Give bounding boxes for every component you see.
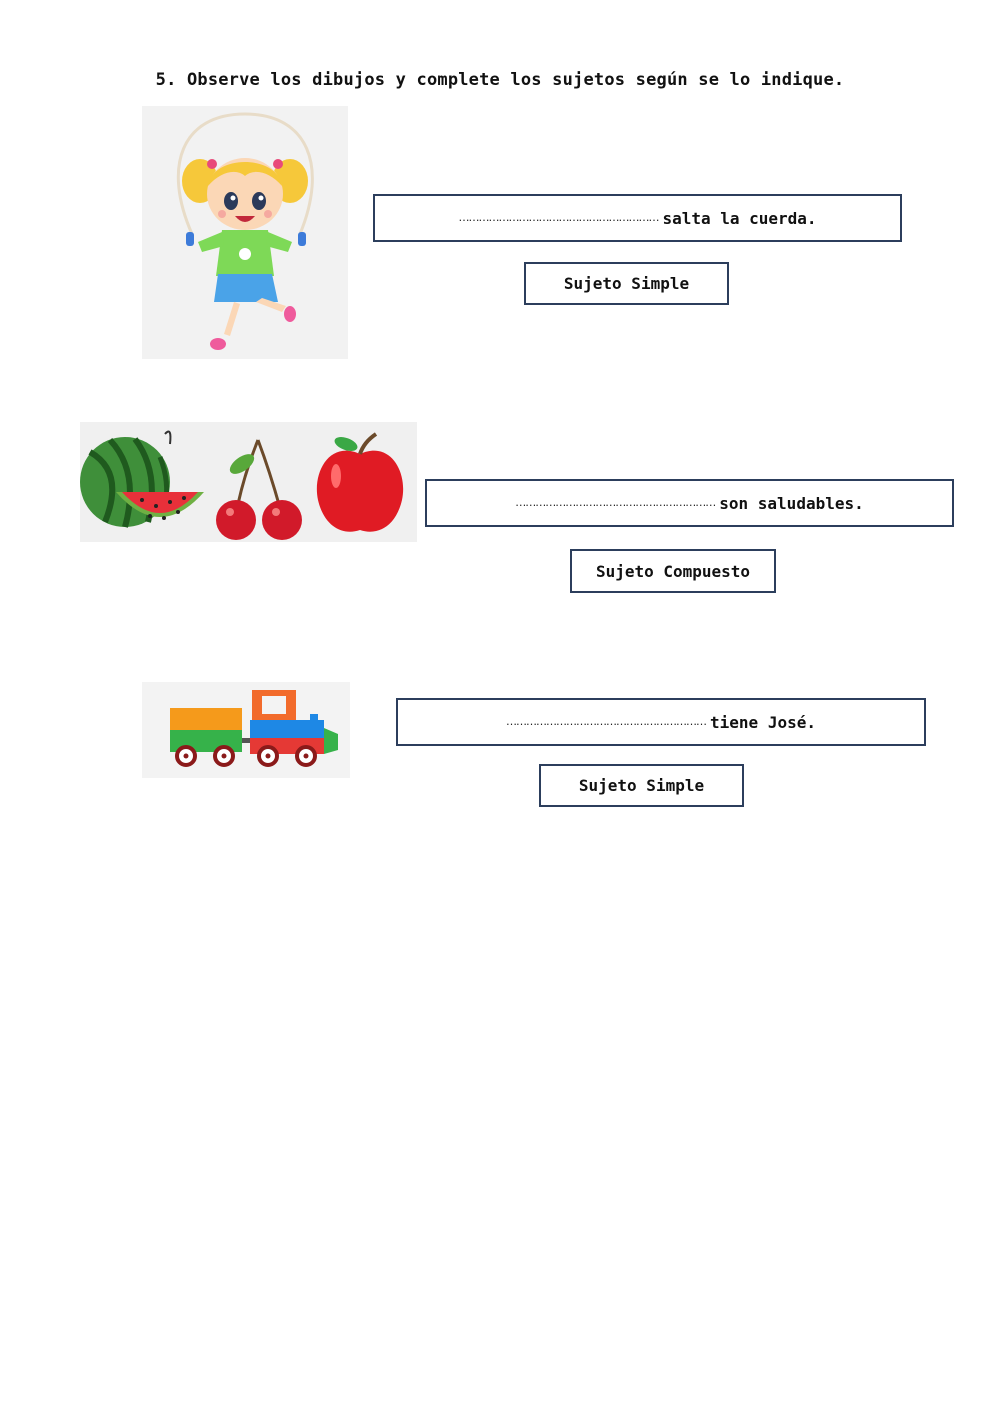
answer-blank-3[interactable]: …………………………………………………… bbox=[506, 714, 707, 728]
subject-type-label-2: Sujeto Compuesto bbox=[595, 561, 751, 581]
instruction-title: 5. Observe los dibujos y complete los sujetos según se lo indique. bbox=[155, 70, 845, 90]
subject-type-box-3 bbox=[539, 764, 744, 807]
answer-blank-1[interactable]: …………………………………………………… bbox=[458, 210, 659, 224]
predicate-text-2: son saludables. bbox=[719, 493, 864, 513]
fruits-image bbox=[80, 422, 417, 542]
girl-jumping-rope-image bbox=[142, 106, 348, 359]
subject-type-box-1 bbox=[524, 262, 729, 305]
subject-type-label-1: Sujeto Simple bbox=[563, 274, 690, 293]
sentence-box-1 bbox=[373, 194, 902, 242]
predicate-text-3: tiene José. bbox=[710, 712, 816, 732]
subject-type-label-3: Sujeto Simple bbox=[578, 776, 705, 795]
answer-blank-2[interactable]: …………………………………………………… bbox=[515, 495, 716, 509]
sentence-box-2 bbox=[425, 479, 954, 527]
subject-type-box-2 bbox=[570, 549, 776, 593]
predicate-text-1: salta la cuerda. bbox=[662, 208, 817, 228]
sentence-box-3 bbox=[396, 698, 926, 746]
toy-train-image bbox=[142, 682, 350, 778]
